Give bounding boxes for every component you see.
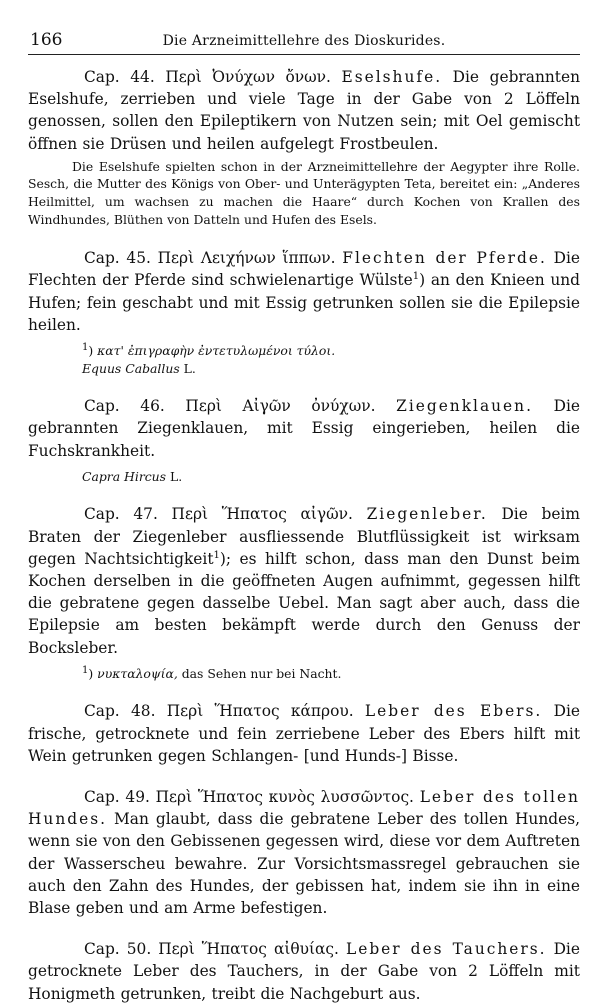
chapter-number: Cap. 49. — [84, 788, 150, 807]
species-name: Equus Caballus — [82, 360, 180, 376]
chapter-text: Man glaubt, dass die gebratene Leber des tollen Hundes, wenn sie von den Gebissenen gegessen wird, diese vor dem Auftreten der Wasserscheu bewahre. Zur Vorsichtsmassregel gebrauchen sie auch den Zahn des Hundes, der gebissen hat, indem sie ihn in eine Blase geben und am Arme befestigen. — [28, 810, 580, 918]
chapter-44 — [28, 66, 580, 155]
greek-title: Περὶ Αἰγῶν ὀνύχων. — [185, 397, 376, 416]
greek-title: Περὶ Λειχήνων ἵππων. — [157, 249, 336, 268]
chapter-text: Die gebrannten Ziegenklauen, mit Essig eingerieben, heilen die Fuchskrankheit. — [28, 397, 580, 460]
species-author: L. — [183, 360, 196, 376]
species-line — [28, 360, 580, 378]
chapter-title: Eselshufe. — [341, 68, 443, 86]
chapter-text: Die gebrannten Eselshufe, zerrieben und viele Tage in der Gabe von 2 Löffeln genossen, sollen den Epileptikern von Nutzen sein; mit Oel gemischt öffnen sie Drüsen und heilen aufgelegt Frostbeulen. — [28, 68, 580, 153]
chapter-text: Die frische, getrocknete und fein zerriebene Leber des Ebers hilft mit Wein getrunken gegen Schlangen- [und Hunds-] Bisse. — [28, 702, 580, 765]
greek-title: Περὶ Ἥπατος αἰθυίας. — [158, 940, 339, 959]
chapter-text-cont: ) an den Knieen und Hufen; fein geschabt und mit Essig getrunken sollen sie die Epilepsie heilen. — [28, 271, 581, 334]
chapter-49 — [28, 786, 580, 919]
species-name: Capra Hircus — [82, 468, 167, 484]
chapter-text: Die Flechten der Pferde sind schwielenartige Wülste — [28, 249, 580, 290]
greek-title: Περὶ Ὀνύχων ὄνων. — [165, 68, 331, 86]
greek-title: Περὶ Ἥπατος κάπρου. — [166, 702, 354, 721]
footnote-number: 1 — [82, 341, 89, 353]
chapter-text-cont: ); es hilft schon, dass man den Dunst beim Kochen derselben in die geöffneten Augen aufnimmt, gegessen hilft die gebratene gegen dasselbe Uebel. Man sagt aber auch, dass die Epilepsie am besten bekämpft werde durch den Genuss der Bocksleber. — [28, 549, 581, 657]
chapter-title: Flechten der Pferde. — [342, 249, 547, 268]
chapter-47 — [28, 503, 580, 658]
footnote-marker: 1 — [213, 549, 220, 561]
chapter-45-footnote — [28, 342, 580, 360]
footnote-paren: ) — [88, 343, 94, 358]
chapter-text: Die beim Braten der Ziegenleber ausfliessende Blutflüssigkeit ist wirksam gegen Nachtsichtigkeit — [28, 505, 580, 568]
footnote-paren: ) — [88, 665, 94, 681]
chapter-title: Ziegenleber. — [366, 505, 488, 524]
chapter-number: Cap. 50. — [84, 940, 152, 959]
page-header — [28, 0, 580, 56]
chapter-47-footnote — [28, 665, 580, 683]
chapter-text: Die getrocknete Leber des Tauchers, in der Gabe von 2 Löffeln mit Honigmeth getrunken, treibt die Nachgeburt aus. — [28, 940, 580, 1003]
chapter-44-note: Die Eselshufe spielten schon in der Arzneimittellehre der Aegypter ihre Rolle. Sesch, die Mutter des Königs von Ober- und Unterägypten Teta, bereitet ein: „Anderes Heilmittel, um wachsen zu machen die Haare“ durch Kochen von Krallen des Windhundes, Blüthen von Datteln und Hufen des Esels. — [28, 158, 580, 227]
chapter-number: Cap. 45. — [84, 249, 151, 268]
chapter-title: Leber des Ebers. — [364, 702, 543, 721]
chapter-number: Cap. 47. — [84, 505, 158, 524]
chapter-48 — [28, 700, 580, 767]
chapter-45 — [28, 247, 580, 336]
running-title: Die Arzneimittellehre des Dioskurides. — [162, 33, 446, 49]
chapter-46 — [28, 395, 580, 462]
footnote-text: das Sehen nur bei Nacht. — [181, 665, 342, 681]
chapter-number: Cap. 48. — [84, 702, 156, 721]
chapter-title: Ziegenklauen. — [396, 397, 533, 416]
chapter-50 — [28, 938, 580, 1005]
greek-title: Περὶ Ἥπατος αἰγῶν. — [171, 505, 353, 524]
chapter-number: Cap. 46. — [84, 397, 165, 416]
footnote-marker: 1 — [412, 271, 420, 283]
footnote-greek: νυκταλοψία, — [97, 665, 178, 681]
species-line — [28, 468, 580, 486]
chapter-title: Leber des Tauchers. — [345, 940, 547, 959]
page-number: 166 — [30, 30, 63, 50]
page — [28, 0, 580, 1005]
greek-title: Περὶ Ἥπατος κυνὸς λυσσῶντος. — [155, 788, 414, 807]
header-rule — [28, 54, 580, 55]
chapter-title: Leber des tollen Hundes. — [28, 788, 580, 829]
footnote-number: 1 — [82, 664, 89, 676]
species-author: L. — [169, 468, 183, 484]
footnote-greek: κατ' ἐπιγραφὴν ἐντετυλωμένοι τύλοι. — [97, 343, 336, 358]
chapter-number: Cap. 44. — [84, 68, 155, 86]
